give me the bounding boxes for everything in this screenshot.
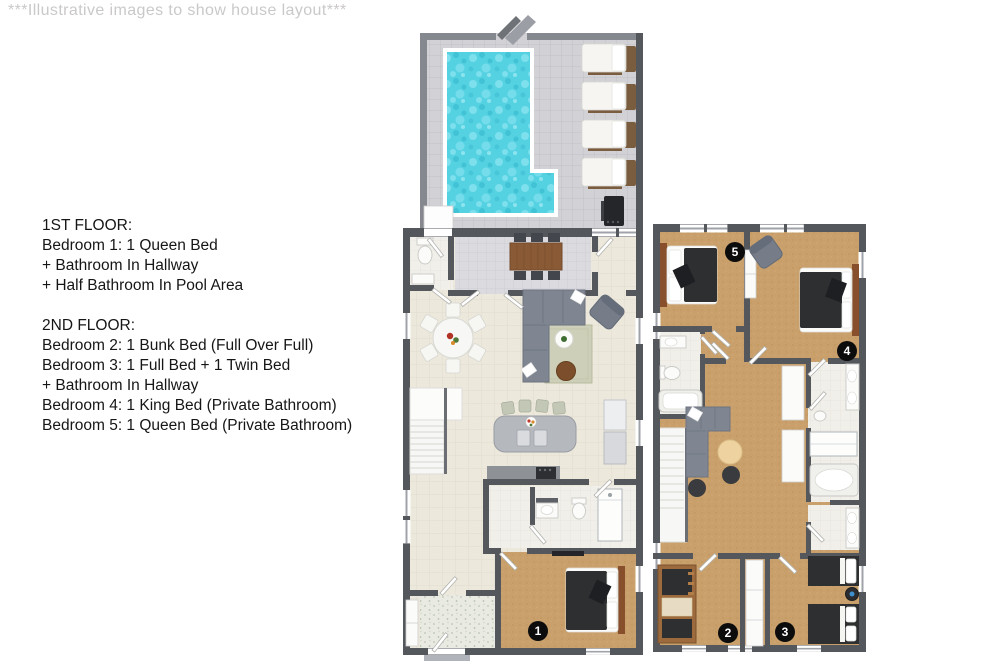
svg-text:1: 1 — [534, 624, 542, 639]
linen-closet — [782, 430, 804, 482]
floor1-line: + Bathroom In Hallway — [42, 257, 199, 274]
bottom-hall-closet — [746, 560, 763, 646]
floor2-line: Bedroom 5: 1 Queen Bed (Private Bathroom) — [42, 417, 353, 434]
svg-text:3: 3 — [781, 625, 789, 640]
pantry-cabinet — [604, 432, 626, 464]
bedroom5-badge — [725, 242, 745, 262]
floor1-title: 1ST FLOOR: — [42, 217, 133, 234]
bedroom1-badge — [528, 621, 548, 641]
floor1-line: + Half Bathroom In Pool Area — [42, 277, 244, 294]
bedroom4-badge — [837, 341, 857, 361]
stove — [536, 467, 556, 479]
coffee-table — [557, 362, 576, 381]
upper-staircase — [658, 428, 686, 542]
house-description — [42, 216, 352, 436]
pouf — [722, 466, 740, 484]
outdoor-table — [510, 243, 562, 270]
grill — [601, 196, 624, 226]
toilet — [814, 411, 826, 421]
svg-text:2: 2 — [724, 626, 732, 641]
bedroom2-badge — [718, 623, 738, 643]
front-porch-step — [424, 655, 470, 661]
svg-text:5: 5 — [731, 245, 739, 260]
vanity-sink — [412, 274, 434, 284]
pouf — [688, 479, 706, 497]
door-mat — [424, 206, 453, 229]
foyer-floor — [420, 595, 495, 650]
bed-headboard — [618, 566, 625, 634]
floor1-description — [42, 216, 352, 296]
floor2-line: Bedroom 2: 1 Bunk Bed (Full Over Full) — [42, 337, 314, 354]
laundry-closet — [782, 366, 804, 420]
bathroom-hall-2 — [846, 508, 859, 548]
toilet — [573, 503, 586, 519]
pool-fence — [420, 33, 496, 40]
floor2-line: Bedroom 3: 1 Full Bed + 1 Twin Bed — [42, 357, 291, 374]
toilet — [664, 367, 680, 380]
illustrative-note: ***Illustrative images to show house layout*** — [8, 2, 347, 19]
pool-area — [420, 15, 643, 232]
patio-dining-set — [510, 233, 562, 280]
floorplan-first-floor — [403, 15, 644, 661]
bedroom3-badge — [775, 622, 795, 642]
floor2-title: 2ND FLOOR: — [42, 317, 136, 334]
floor1-line: Bedroom 1: 1 Queen Bed — [42, 237, 218, 254]
bed-headboard — [852, 264, 859, 336]
refrigerator — [604, 400, 626, 430]
floor2-line: + Bathroom In Hallway — [42, 377, 199, 394]
svg-text:4: 4 — [843, 344, 851, 359]
first-floor-interior — [403, 228, 644, 661]
toilet — [418, 246, 432, 264]
tv-console — [552, 551, 584, 556]
floor2-line: Bedroom 4: 1 King Bed (Private Bathroom) — [42, 397, 337, 414]
bed-headboard — [660, 243, 667, 307]
floorplan-second-floor — [653, 224, 867, 652]
floorplans-image — [390, 0, 890, 667]
floor2-description — [42, 316, 352, 436]
round-ottoman — [718, 440, 742, 464]
